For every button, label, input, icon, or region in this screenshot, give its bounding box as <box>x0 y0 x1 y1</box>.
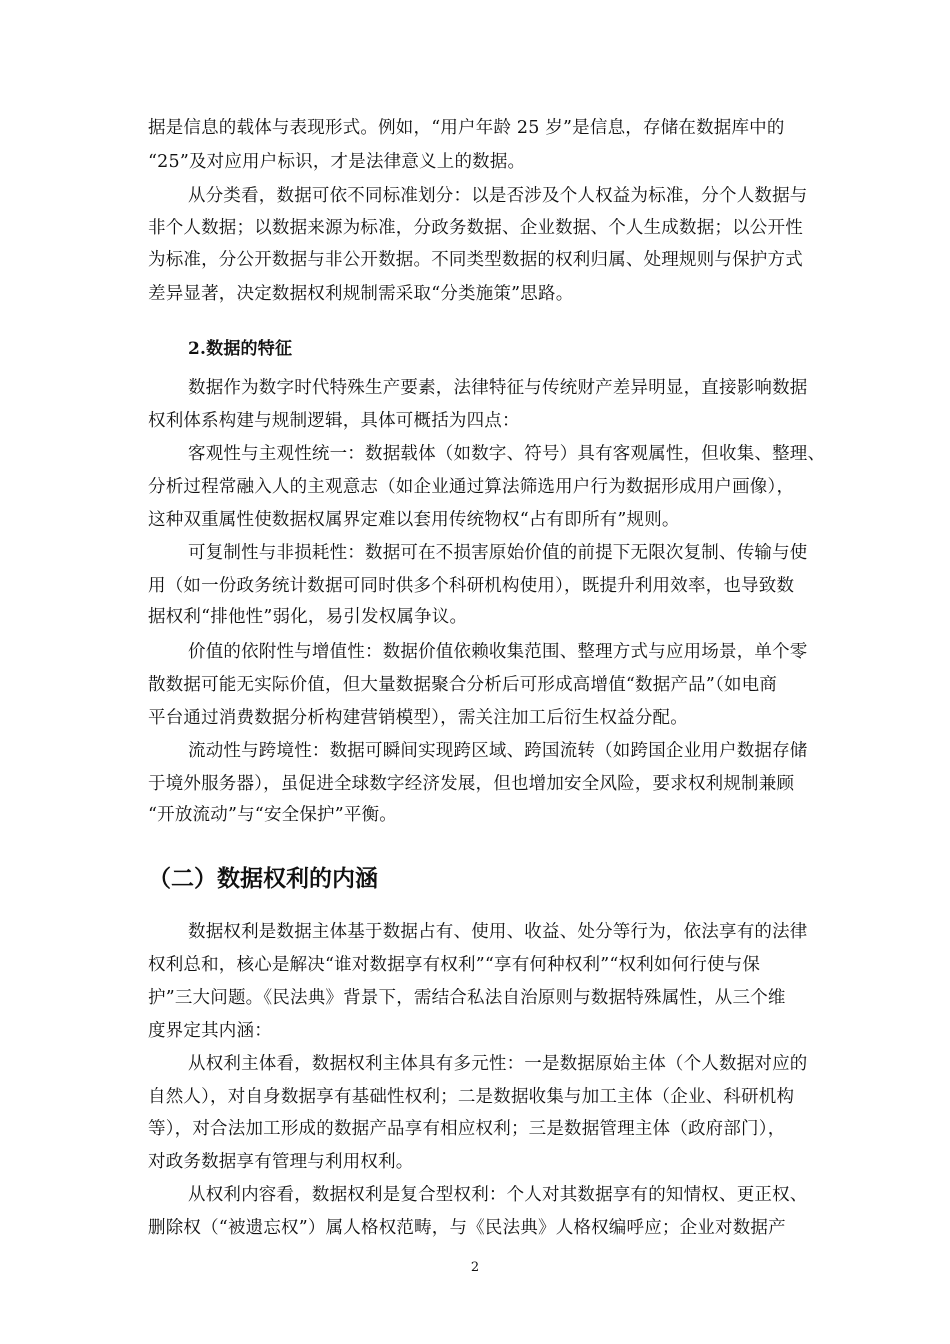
text-line: 据是信息的载体与表现形式。例如，“用户年龄 25 岁”是信息，存储在数据库中的 <box>148 118 785 138</box>
text-line: 用（如一份政务统计数据可同时供多个科研机构使用），既提升利用效率，也导致数 <box>148 576 795 596</box>
section-heading: （二）数据权利的内涵 <box>148 866 378 892</box>
text-line: 从分类看，数据可依不同标准划分：以是否涉及个人权益为标准，分个人数据与 <box>188 186 808 206</box>
text-line: 数据作为数字时代特殊生产要素，法律特征与传统财产差异明显，直接影响数据 <box>188 378 808 398</box>
text-line: 分析过程常融入人的主观意志（如企业通过算法筛选用户行为数据形成用户画像）， <box>148 477 795 497</box>
text-line: 自然人），对自身数据享有基础性权利；二是数据收集与加工主体（企业、科研机构 <box>148 1087 795 1107</box>
text-line: 为标准，分公开数据与非公开数据。不同类型数据的权利归属、处理规则与保护方式 <box>148 250 803 270</box>
text-line: 散数据可能无实际价值，但大量数据聚合分析后可形成高增值“数据产品”（如电商 <box>148 675 778 695</box>
text-line: 数据权利是数据主体基于数据占有、使用、收益、处分等行为，依法享有的法律 <box>188 922 808 942</box>
text-line: 流动性与跨境性：数据可瞬间实现跨区域、跨国流转（如跨国企业用户数据存储 <box>188 741 808 761</box>
text-line: 从权利内容看，数据权利是复合型权利：个人对其数据享有的知情权、更正权、 <box>188 1185 808 1205</box>
text-line: 这种双重属性使数据权属界定难以套用传统物权“占有即所有”规则。 <box>148 510 680 530</box>
text-line: 价值的依附性与增值性：数据价值依赖收集范围、整理方式与应用场景，单个零 <box>188 642 808 662</box>
page-number: 2 <box>470 1260 480 1275</box>
text-line: 差异显著，决定数据权利规制需采取“分类施策”思路。 <box>148 284 574 304</box>
text-line: 权利体系构建与规制逻辑，具体可概括为四点： <box>148 411 520 431</box>
text-line: 可复制性与非损耗性：数据可在不损害原始价值的前提下无限次复制、传输与使 <box>188 543 808 563</box>
text-line: “开放流动”与“安全保护”平衡。 <box>148 805 397 825</box>
text-line: 从权利主体看，数据权利主体具有多元性：一是数据原始主体（个人数据对应的 <box>188 1054 808 1074</box>
text-line: 于境外服务器），虽促进全球数字经济发展，但也增加安全风险，要求权利规制兼顾 <box>148 774 795 794</box>
text-line: 非个人数据；以数据来源为标准，分政务数据、企业数据、个人生成数据；以公开性 <box>148 218 803 238</box>
text-line: 等），对合法加工形成的数据产品享有相应权利；三是数据管理主体（政府部门）， <box>148 1119 786 1139</box>
text-line: 权利总和，核心是解决“谁对数据享有权利”“享有何种权利”“权利如何行使与保 <box>148 955 761 975</box>
text-line: 删除权（“被遗忘权”）属人格权范畴，与《民法典》人格权编呼应；企业对数据产 <box>148 1218 786 1238</box>
text-line: 据权利“排他性”弱化，易引发权属争议。 <box>148 607 468 627</box>
text-line: 平台通过消费数据分析构建营销模型），需关注加工后衍生权益分配。 <box>148 708 688 728</box>
text-line: 护”三大问题。《民法典》背景下，需结合私法自治原则与数据特殊属性，从三个维 <box>148 988 786 1008</box>
text-line: 客观性与主观性统一：数据载体（如数字、符号）具有客观属性，但收集、整理、 <box>188 444 826 464</box>
text-line: “25”及对应用户标识，才是法律意义上的数据。 <box>148 152 526 172</box>
text-line: 对政务数据享有管理与利用权利。 <box>148 1152 414 1172</box>
section-subheading: 2.数据的特征 <box>188 339 293 359</box>
text-line: 度界定其内涵： <box>148 1021 272 1041</box>
